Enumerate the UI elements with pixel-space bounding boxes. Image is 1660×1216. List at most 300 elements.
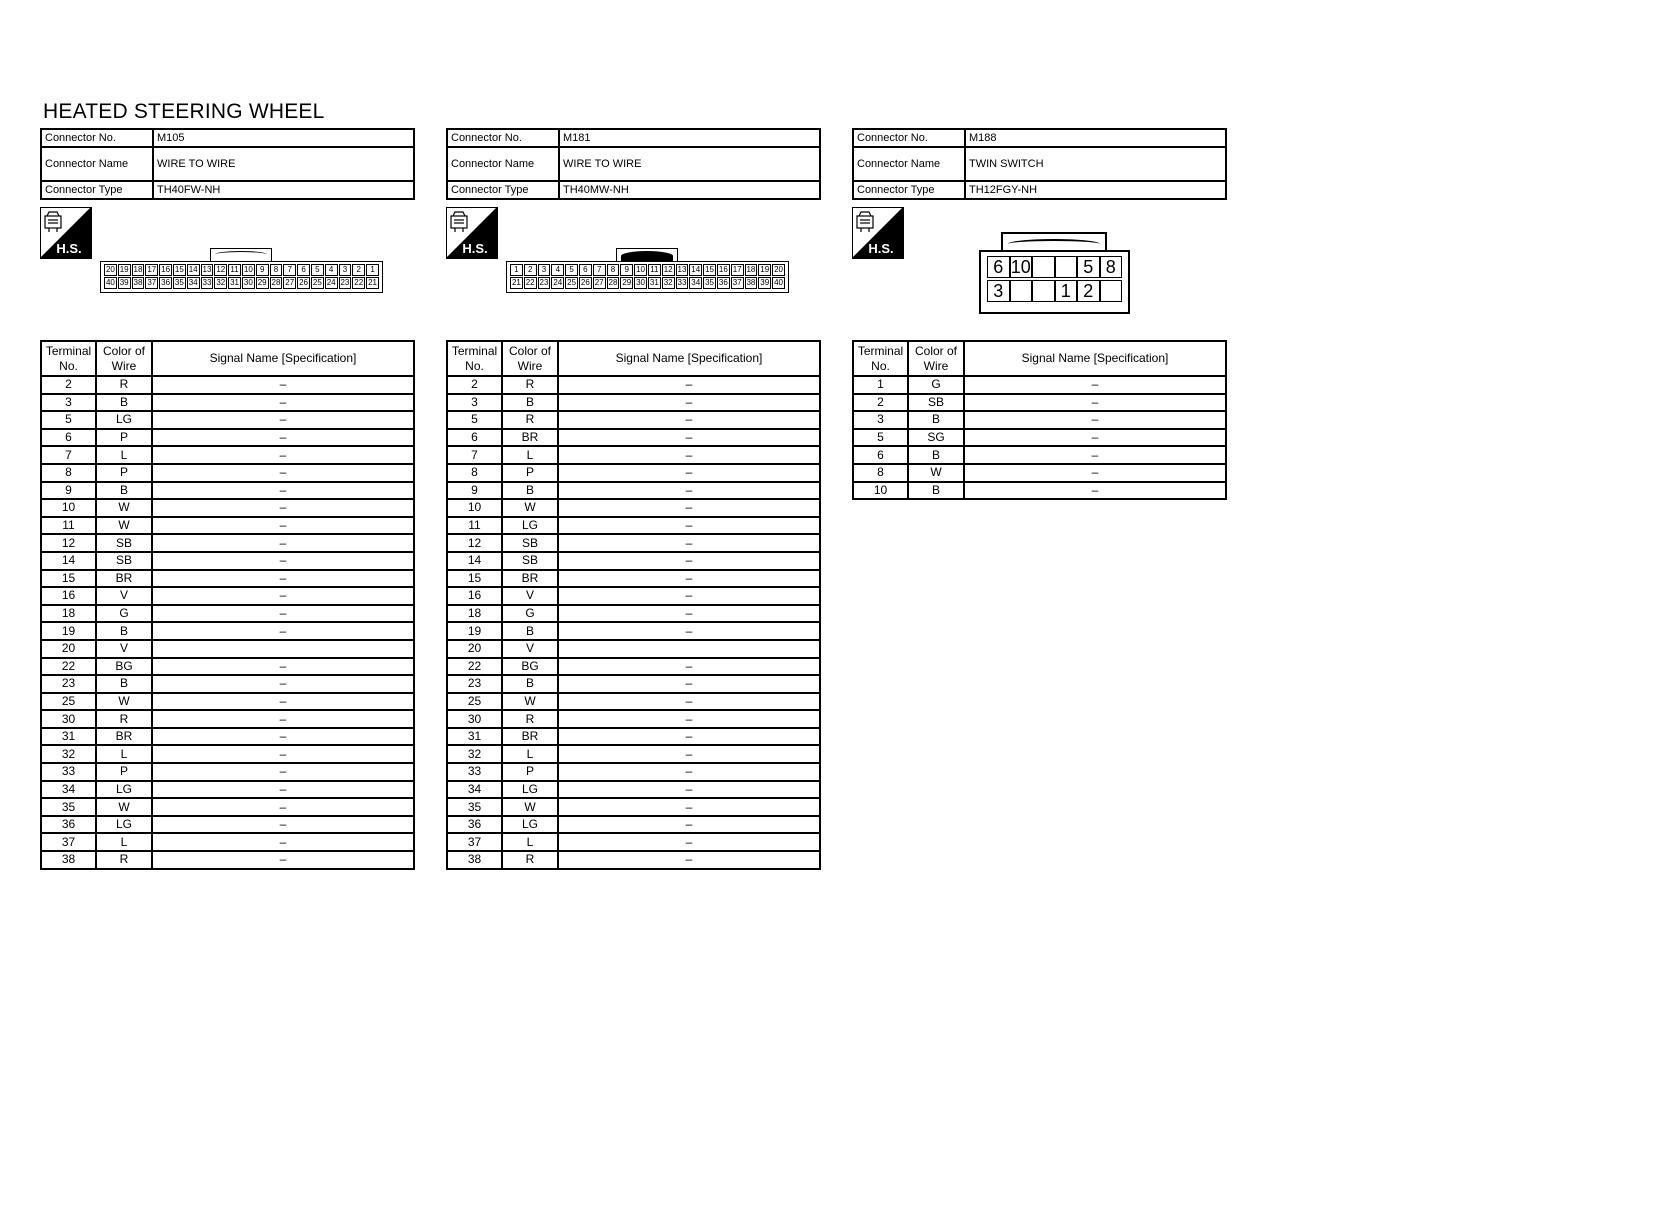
connector-body [506, 261, 789, 293]
wire-color-cell: BR [96, 728, 152, 746]
table-row [447, 446, 820, 464]
harness-side-icon [40, 207, 92, 259]
header-terminal-no: Terminal No. [447, 341, 502, 376]
terminal-no-cell: 14 [41, 552, 96, 570]
pin-cavity: 40 [105, 278, 115, 287]
signal-name-cell: – [964, 446, 1226, 464]
pin-cavity: 33 [202, 278, 212, 287]
pin-cavity: 38 [746, 278, 756, 287]
table-row [447, 376, 820, 394]
pin-cavity: 35 [705, 278, 714, 287]
signal-name-cell [558, 640, 820, 658]
signal-name-cell: – [152, 781, 414, 799]
connector-no-row [447, 129, 820, 147]
terminal-no-cell: 6 [447, 429, 502, 447]
terminal-no-cell: 18 [41, 605, 96, 623]
terminal-no-cell: 2 [853, 394, 908, 412]
pin-row [104, 277, 379, 289]
pin-cavity: 26 [580, 278, 590, 287]
pin-cavity: 14 [691, 265, 701, 274]
signal-name-cell: – [964, 429, 1226, 447]
pin-cavity [1100, 280, 1123, 302]
table-row [41, 499, 414, 517]
table-row [447, 570, 820, 588]
signal-name-cell: – [964, 464, 1226, 482]
table-row [853, 429, 1226, 447]
pin-cavity: 15 [174, 265, 184, 274]
pin-cavity: 34 [691, 278, 701, 287]
table-row [447, 394, 820, 412]
lock-tab [621, 251, 673, 261]
wire-color-cell: P [96, 763, 152, 781]
wire-color-cell: W [502, 798, 558, 816]
wire-color-cell: L [96, 833, 152, 851]
terminal-no-cell: 2 [41, 376, 96, 394]
terminal-table-header [853, 341, 1226, 376]
table-row [41, 464, 414, 482]
signal-name-cell: – [152, 798, 414, 816]
pin-cavity: 21 [511, 278, 521, 287]
wire-color-cell: L [96, 446, 152, 464]
wire-color-cell: BG [96, 658, 152, 676]
pin-cavity: 3 [538, 264, 551, 276]
terminal-no-cell: 6 [41, 429, 96, 447]
connector-no-row [41, 129, 414, 147]
terminal-no-cell: 18 [447, 605, 502, 623]
table-row [41, 781, 414, 799]
wire-color-cell: LG [96, 816, 152, 834]
signal-name-cell: – [152, 499, 414, 517]
terminal-no-cell: 30 [447, 710, 502, 728]
pin-cavity: 10 [636, 265, 646, 274]
wire-color-cell: B [502, 675, 558, 693]
pin-cavity: 35 [174, 278, 184, 287]
table-row [41, 763, 414, 781]
info-label: Connector Name [41, 147, 153, 181]
hs-badge-label: H.S. [56, 241, 82, 256]
signal-name-cell: – [558, 517, 820, 535]
terminal-no-cell: 5 [447, 411, 502, 429]
pin-cavity: 29 [257, 278, 267, 287]
connector-info-table [852, 128, 1227, 200]
connector-body [100, 261, 383, 293]
terminal-no-cell: 23 [447, 675, 502, 693]
pin-cavity: 34 [188, 278, 198, 287]
table-row [41, 411, 414, 429]
terminal-table [40, 340, 415, 870]
pin-cavity: 7 [283, 264, 296, 276]
table-row [41, 640, 414, 658]
pin-cavity: 8 [270, 264, 283, 276]
wire-color-cell: L [502, 446, 558, 464]
pin-cavity: 36 [718, 278, 728, 287]
wire-color-cell: P [96, 464, 152, 482]
pin-cavity: 37 [147, 278, 157, 287]
table-row [853, 394, 1226, 412]
wire-color-cell: BG [502, 658, 558, 676]
wire-color-cell: W [96, 693, 152, 711]
pin-cavity: 24 [553, 278, 563, 287]
signal-name-cell: – [558, 394, 820, 412]
terminal-no-cell: 25 [41, 693, 96, 711]
pin-cavity: 6 [987, 256, 1010, 278]
harness-side-icon [852, 207, 904, 259]
signal-name-cell: – [152, 745, 414, 763]
signal-name-cell: – [558, 499, 820, 517]
signal-name-cell: – [558, 745, 820, 763]
table-row [853, 411, 1226, 429]
signal-name-cell: – [152, 482, 414, 500]
pin-cavity: 4 [551, 264, 564, 276]
terminal-table [446, 340, 821, 870]
terminal-no-cell: 20 [41, 640, 96, 658]
terminal-no-cell: 38 [447, 851, 502, 869]
pin-cavity: 19 [119, 265, 129, 274]
signal-name-cell: – [558, 552, 820, 570]
connector-lock-hood [616, 248, 678, 262]
connector-type-row [447, 181, 820, 199]
pin-cavity: 31 [230, 278, 240, 287]
signal-name-cell: – [152, 710, 414, 728]
wire-color-cell: BR [96, 570, 152, 588]
pin-cavity: 20 [774, 265, 783, 274]
info-value: M105 [153, 129, 414, 147]
pin-cavity: 37 [732, 278, 742, 287]
terminal-no-cell: 10 [447, 499, 502, 517]
signal-name-cell: – [152, 816, 414, 834]
terminal-no-cell: 10 [853, 482, 908, 500]
wire-color-cell: P [502, 464, 558, 482]
table-row [447, 693, 820, 711]
pin-cavity: 11 [228, 264, 241, 276]
pin-cavity: 4 [325, 264, 338, 276]
wire-color-cell: W [96, 517, 152, 535]
wire-color-cell: R [502, 411, 558, 429]
header-terminal-no: Terminal No. [41, 341, 96, 376]
terminal-no-cell: 16 [447, 587, 502, 605]
table-row [41, 534, 414, 552]
header-signal-name: Signal Name [Specification] [152, 341, 414, 376]
table-row [853, 376, 1226, 394]
wire-color-cell: G [502, 605, 558, 623]
wire-color-cell: BR [502, 429, 558, 447]
wire-color-cell: W [908, 464, 964, 482]
wire-color-cell: SB [908, 394, 964, 412]
table-row [41, 517, 414, 535]
pin-cavity [1055, 256, 1078, 278]
pin-cavity: 8 [1100, 256, 1123, 278]
pin-cavity [1032, 256, 1055, 278]
signal-name-cell: – [558, 851, 820, 869]
pin-cavity: 22 [354, 278, 364, 287]
wire-color-cell: G [96, 605, 152, 623]
info-value: M181 [559, 129, 820, 147]
info-value: WIRE TO WIRE [559, 147, 820, 181]
terminal-no-cell: 35 [41, 798, 96, 816]
table-row [41, 675, 414, 693]
pin-cavity: 32 [216, 278, 226, 287]
pin-cavity: 30 [243, 278, 253, 287]
signal-name-cell: – [558, 658, 820, 676]
wire-color-cell: V [96, 640, 152, 658]
pin-cavity: 12 [216, 265, 226, 274]
pin-row [104, 264, 379, 276]
pin-cavity: 5 [1077, 256, 1100, 278]
terminal-no-cell: 8 [41, 464, 96, 482]
wire-color-cell: SG [908, 429, 964, 447]
table-row [447, 710, 820, 728]
terminal-no-cell: 25 [447, 693, 502, 711]
wire-color-cell: SB [502, 552, 558, 570]
table-row [41, 429, 414, 447]
connector-no-row [853, 129, 1226, 147]
wire-color-cell: P [502, 763, 558, 781]
wire-color-cell: W [502, 693, 558, 711]
wire-color-cell: R [96, 376, 152, 394]
pin-cavity: 40 [774, 278, 783, 287]
wire-color-cell: LG [96, 781, 152, 799]
wire-color-cell: BR [502, 728, 558, 746]
signal-name-cell: – [558, 675, 820, 693]
pin-cavity: 16 [161, 265, 171, 274]
table-row [853, 446, 1226, 464]
pin-cavity: 5 [311, 264, 324, 276]
table-row [447, 587, 820, 605]
table-row [447, 675, 820, 693]
signal-name-cell: – [152, 570, 414, 588]
signal-name-cell: – [152, 587, 414, 605]
table-row [447, 745, 820, 763]
signal-name-cell: – [152, 675, 414, 693]
pin-cavity: 10 [243, 265, 253, 274]
connector-face-diagram [506, 248, 789, 293]
wire-color-cell: L [502, 745, 558, 763]
header-signal-name: Signal Name [Specification] [558, 341, 820, 376]
wire-color-cell: B [96, 394, 152, 412]
pin-cavity: 11 [648, 264, 661, 276]
wire-color-cell: V [502, 640, 558, 658]
wire-color-cell: R [502, 710, 558, 728]
pin-cavity: 38 [133, 278, 143, 287]
header-color-of-wire: Color of Wire [502, 341, 558, 376]
wire-color-cell: SB [502, 534, 558, 552]
info-value: TH40MW-NH [559, 181, 820, 199]
pin-cavity: 1 [1055, 280, 1078, 302]
header-signal-name: Signal Name [Specification] [964, 341, 1226, 376]
connector-body [979, 250, 1130, 314]
terminal-no-cell: 3 [41, 394, 96, 412]
terminal-table-header [447, 341, 820, 376]
terminal-no-cell: 5 [41, 411, 96, 429]
pin-cavity: 2 [352, 264, 365, 276]
table-row [447, 658, 820, 676]
pin-cavity: 36 [161, 278, 171, 287]
info-value: M188 [965, 129, 1226, 147]
pin-cavity: 3 [987, 280, 1010, 302]
connector-face-diagram [100, 248, 383, 293]
terminal-no-cell: 33 [447, 763, 502, 781]
table-row [41, 833, 414, 851]
pin-cavity: 1 [366, 264, 379, 276]
signal-name-cell: – [558, 710, 820, 728]
wire-color-cell: LG [502, 781, 558, 799]
signal-name-cell: – [152, 693, 414, 711]
signal-name-cell: – [964, 482, 1226, 500]
terminal-no-cell: 32 [447, 745, 502, 763]
signal-name-cell: – [152, 411, 414, 429]
pin-cavity: 17 [732, 265, 742, 274]
pin-cavity: 10 [1010, 257, 1031, 277]
terminal-no-cell: 12 [447, 534, 502, 552]
terminal-no-cell: 15 [447, 570, 502, 588]
pin-cavity: 31 [649, 278, 659, 287]
table-row [41, 745, 414, 763]
pin-cavity: 27 [594, 278, 604, 287]
pin-cavity: 17 [147, 265, 157, 274]
terminal-no-cell: 19 [41, 622, 96, 640]
pin-cavity: 33 [677, 278, 687, 287]
table-row [447, 798, 820, 816]
info-label: Connector No. [447, 129, 559, 147]
terminal-no-cell: 31 [447, 728, 502, 746]
signal-name-cell: – [152, 534, 414, 552]
terminal-no-cell: 5 [853, 429, 908, 447]
wire-color-cell: B [96, 622, 152, 640]
pin-cavity: 14 [188, 265, 198, 274]
pin-cavity: 9 [620, 264, 633, 276]
terminal-no-cell: 34 [447, 781, 502, 799]
table-row [447, 605, 820, 623]
table-row [41, 693, 414, 711]
info-value: WIRE TO WIRE [153, 147, 414, 181]
pin-cavity: 6 [297, 264, 310, 276]
table-row [41, 446, 414, 464]
pin-cavity [1010, 280, 1033, 302]
wire-color-cell: SB [96, 552, 152, 570]
connector-name-row [41, 147, 414, 181]
hs-badge-label: H.S. [868, 241, 894, 256]
pin-cavity: 22 [525, 278, 535, 287]
connector-name-row [853, 147, 1226, 181]
terminal-no-cell: 6 [853, 446, 908, 464]
signal-name-cell: – [964, 394, 1226, 412]
terminal-no-cell: 20 [447, 640, 502, 658]
signal-name-cell: – [152, 728, 414, 746]
page-title: HEATED STEERING WHEEL [43, 100, 325, 123]
wire-color-cell: R [502, 376, 558, 394]
terminal-no-cell: 9 [41, 482, 96, 500]
info-label: Connector No. [853, 129, 965, 147]
signal-name-cell: – [152, 464, 414, 482]
terminal-no-cell: 15 [41, 570, 96, 588]
signal-name-cell: – [558, 429, 820, 447]
table-row [447, 763, 820, 781]
signal-name-cell: – [558, 781, 820, 799]
pin-cavity: 23 [340, 278, 350, 287]
terminal-no-cell: 37 [447, 833, 502, 851]
table-row [447, 464, 820, 482]
table-row [41, 587, 414, 605]
signal-name-cell: – [558, 816, 820, 834]
pin-cavity: 1 [510, 264, 523, 276]
wire-color-cell: W [502, 499, 558, 517]
wire-color-cell: B [502, 622, 558, 640]
pin-cavity: 7 [593, 264, 606, 276]
pin-cavity: 8 [607, 264, 620, 276]
pin-cavity: 9 [256, 264, 269, 276]
connector-lock-hood [1001, 232, 1107, 252]
pin-row [510, 277, 785, 289]
table-row [41, 394, 414, 412]
terminal-table [852, 340, 1227, 500]
wire-color-cell: B [908, 411, 964, 429]
signal-name-cell: – [152, 517, 414, 535]
wire-color-cell: BR [502, 570, 558, 588]
pin-row [987, 256, 1122, 278]
wire-color-cell: B [96, 482, 152, 500]
table-row [447, 781, 820, 799]
pin-cavity: 21 [368, 278, 377, 287]
pin-cavity: 26 [299, 278, 308, 287]
pin-cavity: 39 [119, 278, 129, 287]
table-row [447, 482, 820, 500]
pin-cavity: 18 [133, 265, 143, 274]
table-row [41, 816, 414, 834]
signal-name-cell: – [152, 763, 414, 781]
terminal-no-cell: 11 [41, 517, 96, 535]
wire-color-cell: R [502, 851, 558, 869]
signal-name-cell: – [558, 693, 820, 711]
table-row [41, 376, 414, 394]
wire-color-cell: W [96, 798, 152, 816]
signal-name-cell: – [152, 394, 414, 412]
wire-color-cell: B [908, 446, 964, 464]
terminal-no-cell: 38 [41, 851, 96, 869]
terminal-no-cell: 22 [41, 658, 96, 676]
header-color-of-wire: Color of Wire [908, 341, 964, 376]
connector-type-row [853, 181, 1226, 199]
terminal-no-cell: 22 [447, 658, 502, 676]
wire-color-cell: LG [502, 517, 558, 535]
table-row [447, 499, 820, 517]
wire-color-cell: L [96, 745, 152, 763]
pin-cavity: 18 [746, 265, 756, 274]
signal-name-cell: – [558, 446, 820, 464]
signal-name-cell: – [152, 605, 414, 623]
pin-cavity: 24 [326, 278, 336, 287]
signal-name-cell: – [558, 728, 820, 746]
terminal-no-cell: 9 [447, 482, 502, 500]
terminal-no-cell: 14 [447, 552, 502, 570]
signal-name-cell: – [558, 622, 820, 640]
pin-cavity: 2 [524, 264, 537, 276]
signal-name-cell: – [558, 798, 820, 816]
signal-name-cell: – [152, 622, 414, 640]
pin-cavity: 25 [312, 278, 322, 287]
header-color-of-wire: Color of Wire [96, 341, 152, 376]
signal-name-cell: – [964, 411, 1226, 429]
wire-color-cell: R [96, 710, 152, 728]
pin-cavity: 30 [636, 278, 646, 287]
table-row [447, 622, 820, 640]
connector-block-m181 [446, 128, 821, 867]
signal-name-cell: – [152, 446, 414, 464]
pin-cavity: 6 [579, 264, 592, 276]
terminal-no-cell: 16 [41, 587, 96, 605]
table-row [447, 833, 820, 851]
terminal-no-cell: 34 [41, 781, 96, 799]
harness-side-icon [446, 207, 498, 259]
